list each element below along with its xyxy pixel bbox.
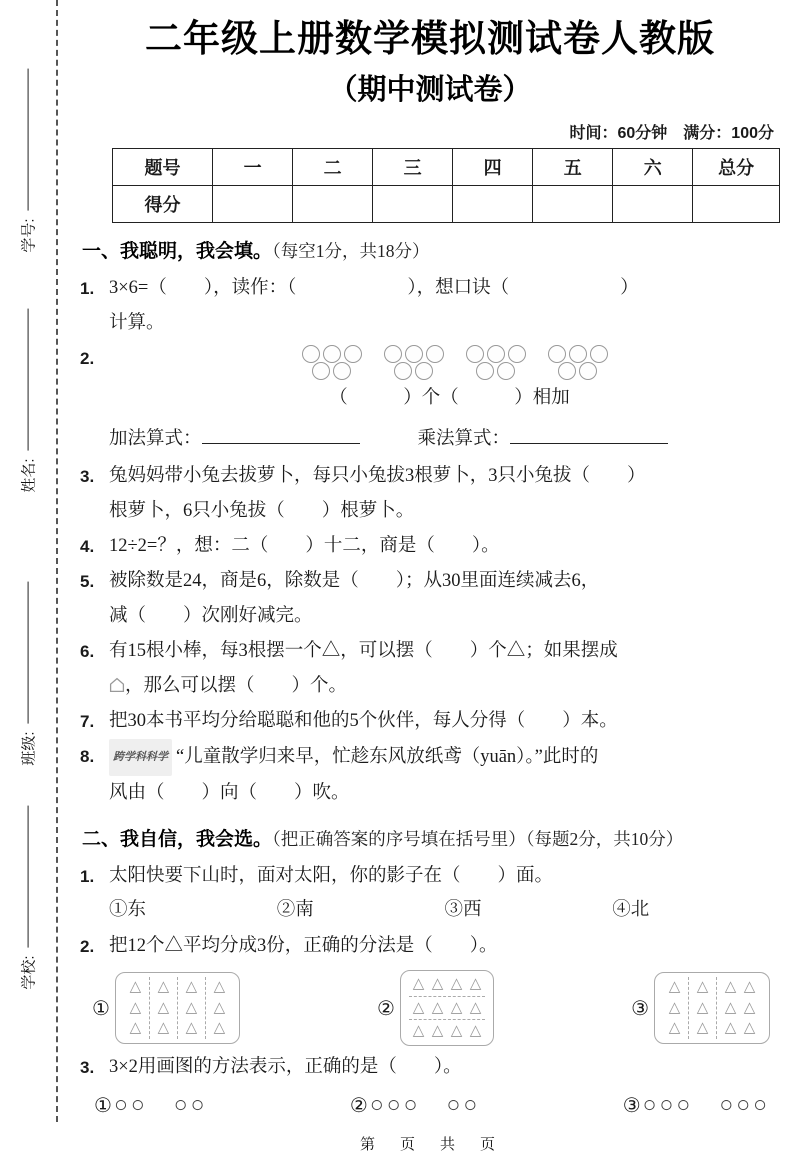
option-label: ① — [92, 997, 110, 1020]
exam-content — [70, 0, 784, 1154]
question-s1-6 — [80, 634, 780, 669]
score-cell — [453, 186, 533, 223]
question-s1-3-cont: 根萝卜，6只小兔拔（ ）根萝卜。 — [109, 501, 415, 521]
circle-shape — [405, 345, 423, 363]
school-blank — [28, 805, 29, 947]
score-row-label: 得分 — [113, 186, 213, 223]
triangle-shape: △ — [129, 979, 142, 995]
choice-options-direction — [109, 894, 780, 927]
triangle-shape: △ — [469, 976, 482, 992]
triangle-shape: △ — [129, 999, 142, 1016]
question-number: 5. — [80, 572, 95, 591]
triangle-shape: △ — [412, 999, 425, 1016]
exam-meta: 时间：60分钟 满分：100分 — [569, 125, 774, 142]
question-number: 3. — [80, 1058, 95, 1078]
division-option — [631, 972, 770, 1044]
triangle-shape: △ — [412, 1023, 425, 1040]
division-group — [149, 977, 177, 1039]
addition-formula-blank — [202, 429, 360, 444]
triangle-shape: △ — [668, 999, 681, 1016]
triangle-shape: △ — [450, 976, 463, 992]
circle-drawing: ○○ ○○ — [113, 1092, 208, 1118]
page-title: 二年级上册数学模拟测试卷人教版 — [145, 18, 715, 59]
question-text: 太阳快要下山时，面对太阳，你的影子在（ ）面。 — [109, 866, 554, 886]
formula-line — [109, 421, 780, 457]
score-cell — [613, 186, 693, 223]
triangle-shape: △ — [696, 979, 709, 995]
class-label: 班级: — [20, 730, 38, 766]
question-number: 7. — [80, 712, 95, 731]
question-number: 8. — [80, 747, 95, 766]
option-label: ③ — [631, 997, 649, 1020]
triangle-shape: △ — [724, 979, 737, 995]
circle-shape — [558, 362, 576, 380]
triangle-shape: △ — [450, 999, 463, 1016]
triangle-shape: △ — [724, 1020, 737, 1037]
score-header-cell: 五 — [533, 149, 613, 186]
question-s1-4 — [80, 529, 780, 564]
triangle-shape: △ — [213, 999, 226, 1016]
question-text: 3×6=（ ），读作：（ ），想口诀（ ） — [109, 278, 639, 298]
circle-shape — [384, 345, 402, 363]
triangle-shape: △ — [431, 999, 444, 1016]
circle-shape — [487, 345, 505, 363]
question-number: 4. — [80, 537, 95, 556]
score-header-cell: 一 — [213, 149, 293, 186]
triangle-grid-box — [115, 972, 240, 1044]
page-subtitle: （期中测试卷） — [328, 74, 532, 106]
drawing-option — [94, 1087, 208, 1123]
circle-shape — [394, 362, 412, 380]
score-header-cell: 总分 — [693, 149, 780, 186]
section1-title: 一、我聪明，我会填。 — [82, 241, 273, 262]
question-text: 有15根小棒，每3根摆一个△，可以摆（ ）个△；如果摆成 — [109, 641, 618, 661]
division-group — [122, 977, 149, 1039]
division-option — [92, 972, 240, 1044]
triangle-grid-box — [400, 970, 494, 1046]
triangle-shape: △ — [157, 1020, 170, 1037]
question-s2-3 — [80, 1050, 780, 1085]
question-text: 兔妈妈带小兔去拔萝卜，每只小兔拔3根萝卜，3只小兔拔（ ） — [109, 466, 646, 486]
triangle-shape: △ — [668, 979, 681, 995]
circle-shape — [415, 362, 433, 380]
triangle-shape: △ — [696, 999, 709, 1016]
triangle-shape: △ — [743, 1020, 756, 1037]
triangle-shape: △ — [185, 1020, 198, 1037]
pentagon-icon — [109, 676, 125, 696]
circle-caption: （ ）个（ ）相加 — [329, 388, 570, 408]
circle-drawing: ○○○ ○○ — [369, 1092, 481, 1118]
division-group — [661, 977, 688, 1039]
division-group — [205, 977, 233, 1039]
question-s1-2 — [80, 341, 780, 415]
name-label: 姓名: — [20, 457, 38, 493]
addition-formula-label: 加法算式： — [109, 429, 202, 449]
circle-shape — [508, 345, 526, 363]
score-header-cell: 二 — [293, 149, 373, 186]
score-header-cell: 四 — [453, 149, 533, 186]
circle-shape — [344, 345, 362, 363]
question-s1-8-cont: 风由（ ）向（ ）吹。 — [109, 783, 350, 803]
circle-shape — [302, 345, 320, 363]
division-group — [688, 977, 716, 1039]
question-number: 1. — [80, 279, 95, 298]
circle-shape — [590, 345, 608, 363]
circle-group — [466, 345, 526, 380]
score-table — [112, 148, 780, 223]
score-table-header-row — [113, 149, 780, 186]
triangle-shape: △ — [431, 1023, 444, 1040]
class-blank — [28, 581, 29, 723]
triangle-shape: △ — [450, 1023, 463, 1040]
score-cell — [533, 186, 613, 223]
question-s1-6-cont — [109, 669, 780, 704]
circle-shape — [497, 362, 515, 380]
circle-group — [384, 345, 444, 380]
name-field — [0, 300, 56, 500]
division-group — [177, 977, 205, 1039]
score-header-cell: 题号 — [113, 149, 213, 186]
score-header-cell: 三 — [373, 149, 453, 186]
question-number: 2. — [80, 937, 95, 956]
score-cell — [293, 186, 373, 223]
triangle-shape: △ — [696, 1020, 709, 1037]
triangle-shape: △ — [157, 999, 170, 1016]
score-cell — [693, 186, 780, 223]
triangle-shape: △ — [724, 999, 737, 1016]
circle-shape — [312, 362, 330, 380]
question-s1-1 — [80, 271, 780, 306]
question-text: ，那么可以摆（ ）个。 — [125, 676, 348, 696]
question-s2-1 — [80, 859, 780, 894]
section2-heading — [82, 824, 780, 855]
triangle-shape: △ — [668, 1020, 681, 1037]
school-field — [0, 795, 56, 1000]
question-number: 6. — [80, 642, 95, 661]
triangle-shape: △ — [157, 979, 170, 995]
circle-drawing: ○○○ ○○○ — [642, 1092, 770, 1118]
question-text: 12÷2=？，想：二（ ）十二，商是（ ）。 — [109, 536, 500, 556]
circle-group — [548, 345, 608, 380]
cross-subject-badge: 跨学科科学 — [109, 739, 172, 776]
question-s1-8 — [80, 739, 780, 776]
question-text: 把12个△平均分成3份，正确的分法是（ ）。 — [109, 936, 498, 956]
page-footer: 第 页 共 页 — [359, 1136, 500, 1154]
section2-note: （把正确答案的序号填在括号里）（每题2分，共10分） — [272, 829, 684, 849]
question-text: “儿童散学归来早，忙趁东风放纸鸢（yuān）。”此时的 — [176, 747, 599, 767]
question-body — [109, 341, 780, 415]
section1-heading — [82, 236, 780, 267]
question-s1-7 — [80, 704, 780, 739]
circle-shape — [569, 345, 587, 363]
score-cell — [373, 186, 453, 223]
question-s2-2 — [80, 929, 780, 964]
circle-shape — [466, 345, 484, 363]
question-body — [109, 739, 780, 776]
division-group — [409, 996, 485, 1020]
triangle-shape: △ — [213, 1020, 226, 1037]
score-table-score-row — [113, 186, 780, 223]
circle-groups-diagram — [129, 345, 780, 380]
drawing-option — [350, 1087, 480, 1123]
question-number: 3. — [80, 467, 95, 486]
circle-shape — [579, 362, 597, 380]
triangle-shape: △ — [185, 979, 198, 995]
student-number-field — [0, 60, 56, 260]
circle-shape — [333, 362, 351, 380]
question-s1-3 — [80, 459, 780, 494]
option-label: ① — [94, 1094, 112, 1117]
question-s1-5 — [80, 564, 780, 599]
triangle-shape: △ — [469, 999, 482, 1016]
multiplication-formula-label: 乘法算式： — [417, 429, 511, 449]
name-blank — [28, 308, 29, 450]
triangle-shape: △ — [743, 979, 756, 995]
circle-drawing-options — [94, 1087, 770, 1123]
triangle-shape: △ — [431, 976, 444, 992]
triangle-shape: △ — [743, 999, 756, 1016]
option-label: ② — [349, 1094, 368, 1117]
question-text: 被除数是24，商是6，除数是（ ）；从30里面连续减去6， — [109, 571, 600, 591]
question-text: 把30本书平均分给聪聪和他的5个伙伴，每人分得（ ）本。 — [109, 711, 618, 731]
choice-option: ④北 — [612, 900, 650, 920]
student-number-blank — [28, 68, 29, 210]
triangle-shape: △ — [185, 999, 198, 1016]
circle-shape — [426, 345, 444, 363]
section1-note: （每空1分，共18分） — [272, 241, 430, 261]
question-number: 1. — [80, 867, 95, 886]
division-group — [409, 973, 485, 996]
triangle-shape: △ — [213, 979, 226, 995]
circle-group — [302, 345, 362, 380]
circle-shape — [323, 345, 341, 363]
question-s1-1-cont: 计算。 — [109, 313, 165, 333]
section2-title: 二、我自信，我会选。 — [82, 829, 273, 850]
circle-shape — [476, 362, 494, 380]
option-label: ③ — [622, 1094, 641, 1117]
triangle-shape: △ — [469, 1023, 482, 1040]
triangle-division-options — [92, 970, 770, 1046]
option-label: ② — [377, 997, 395, 1020]
division-option — [377, 970, 494, 1046]
score-cell — [213, 186, 293, 223]
question-s1-5-cont: 减（ ）次刚好减完。 — [109, 606, 313, 626]
class-field — [0, 573, 56, 773]
choice-option: ②南 — [276, 900, 314, 920]
student-number-label: 学号: — [20, 217, 38, 253]
multiplication-formula-blank — [510, 429, 668, 444]
circle-shape — [548, 345, 566, 363]
triangle-shape: △ — [412, 976, 425, 992]
school-label: 学校: — [20, 955, 38, 990]
triangle-shape: △ — [129, 1020, 142, 1037]
division-group — [409, 1019, 485, 1043]
question-text: 3×2用画图的方法表示，正确的是（ ）。 — [109, 1057, 462, 1078]
question-number: 2. — [80, 349, 95, 368]
choice-option: ①东 — [109, 900, 147, 920]
choice-option: ③西 — [444, 900, 482, 920]
score-header-cell: 六 — [613, 149, 693, 186]
drawing-option — [623, 1087, 770, 1123]
binding-margin — [0, 0, 58, 1122]
triangle-grid-box — [654, 972, 770, 1044]
division-group — [716, 977, 763, 1039]
